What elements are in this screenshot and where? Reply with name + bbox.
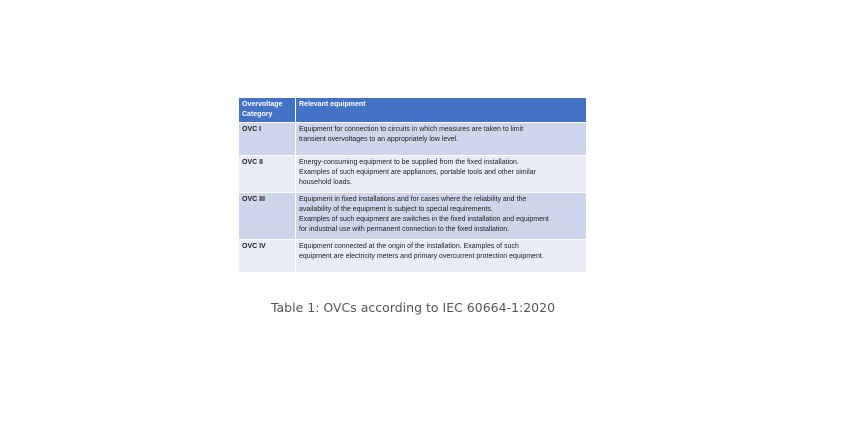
ovc-table xyxy=(239,98,586,272)
equipment-text: equipment are electricity meters and primary overcurrent protection equipment. xyxy=(299,253,544,260)
table-row xyxy=(239,192,586,239)
equipment-text: household loads. xyxy=(299,179,352,186)
table-header-row xyxy=(239,98,586,122)
header-relevant-equipment: Relevant equipment xyxy=(296,98,586,122)
equipment-text: availability of the equipment is subject to special requirements. xyxy=(299,206,493,213)
table-row xyxy=(239,239,586,272)
equipment-text: Equipment connected at the origin of the installation. Examples of such xyxy=(299,243,519,250)
equipment-cell xyxy=(296,192,586,239)
category-cell: OVC III xyxy=(239,192,296,239)
equipment-text: for industrial use with permanent connection to the fixed installation. xyxy=(299,226,510,233)
category-cell: OVC II xyxy=(239,155,296,192)
equipment-cell xyxy=(296,155,586,192)
equipment-text: Equipment in fixed installations and for cases where the reliability and the xyxy=(299,196,527,203)
equipment-cell xyxy=(296,239,586,272)
table-row xyxy=(239,155,586,192)
header-overvoltage-category: Overvoltage Category xyxy=(239,98,296,122)
category-cell: OVC I xyxy=(239,122,296,155)
equipment-text: Examples of such equipment are switches in the fixed installation and equipment xyxy=(299,216,549,223)
equipment-cell xyxy=(296,122,586,155)
equipment-text: Equipment for connection to circuits in which measures are taken to limit xyxy=(299,126,524,133)
table-caption: Table 1: OVCs according to IEC 60664-1:2020 xyxy=(270,300,556,315)
table-row xyxy=(239,122,586,155)
category-cell: OVC IV xyxy=(239,239,296,272)
equipment-text: Energy-consuming equipment to be supplied from the fixed installation. xyxy=(299,159,519,166)
equipment-text: Examples of such equipment are appliances, portable tools and other similar xyxy=(299,169,536,176)
equipment-text: transient overvoltages to an appropriately low level. xyxy=(299,136,459,143)
